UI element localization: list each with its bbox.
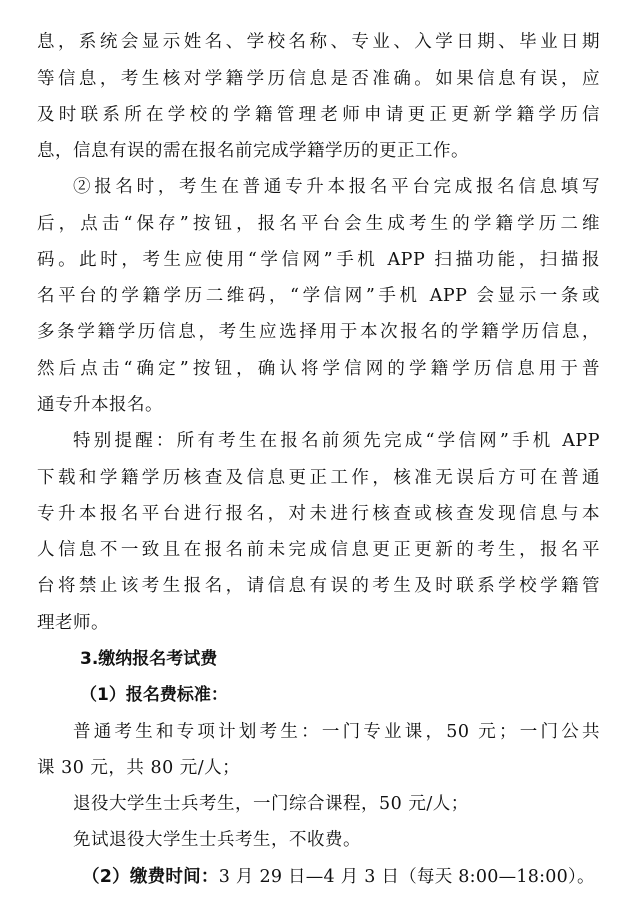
paragraph-line: 通专升本报名。 bbox=[37, 395, 163, 415]
subsection-heading: （2）缴费时间： bbox=[82, 867, 219, 887]
paragraph-line: 名平台的学籍学历二维码，“学信网”手机 APP 会显示一条或 bbox=[37, 286, 600, 306]
paragraph-line: 下载和学籍学历核查及信息更正工作，核准无误后方可在普通 bbox=[37, 468, 600, 488]
paragraph-line: 理老师。 bbox=[37, 613, 109, 633]
paragraph-line: 免试退役大学生士兵考生，不收费。 bbox=[73, 830, 361, 850]
paragraph-line: 课 30 元，共 80 元/人； bbox=[37, 758, 241, 778]
paragraph-line: 等信息，考生核对学籍学历信息是否准确。如果信息有误，应 bbox=[37, 69, 600, 89]
payment-time-text: 3 月 29 日—4 月 3 日（每天 8:00—18:00）。 bbox=[218, 867, 595, 887]
section-heading: 3.缴纳报名考试费 bbox=[80, 649, 218, 669]
paragraph-line: 特别提醒：所有考生在报名前须先完成“学信网”手机 APP bbox=[73, 431, 600, 451]
paragraph-line: 然后点击“确定”按钮，确认将学信网的学籍学历信息用于普 bbox=[37, 359, 600, 379]
paragraph-line: 退役大学生士兵考生，一门综合课程，50 元/人； bbox=[73, 794, 469, 814]
paragraph-line: 息，系统会显示姓名、学校名称、专业、入学日期、毕业日期 bbox=[37, 32, 600, 52]
paragraph-line: 普通考生和专项计划考生：一门专业课，50 元；一门公共 bbox=[73, 722, 600, 742]
paragraph-line: 多条学籍学历信息，考生应选择用于本次报名的学籍学历信息， bbox=[37, 322, 600, 342]
paragraph-line: 后，点击“保存”按钮，报名平台会生成考生的学籍学历二维 bbox=[37, 214, 600, 234]
payment-time-line bbox=[82, 863, 600, 891]
subsection-heading: （1）报名费标准： bbox=[80, 685, 228, 705]
paragraph-line: 专升本报名平台进行报名，对未进行核查或核查发现信息与本 bbox=[37, 504, 600, 524]
paragraph-line: 人信息不一致且在报名前未完成信息更正更新的考生，报名平 bbox=[37, 540, 600, 560]
paragraph-line: ②报名时，考生在普通专升本报名平台完成报名信息填写 bbox=[73, 177, 600, 197]
paragraph-line: 码。此时，考生应使用“学信网”手机 APP 扫描功能，扫描报 bbox=[37, 250, 600, 270]
paragraph-line: 息，信息有误的需在报名前完成学籍学历的更正工作。 bbox=[37, 141, 469, 161]
paragraph-line: 台将禁止该考生报名，请信息有误的考生及时联系学校学籍管 bbox=[37, 576, 600, 596]
paragraph-line: 及时联系所在学校的学籍管理老师申请更正更新学籍学历信 bbox=[37, 105, 600, 125]
